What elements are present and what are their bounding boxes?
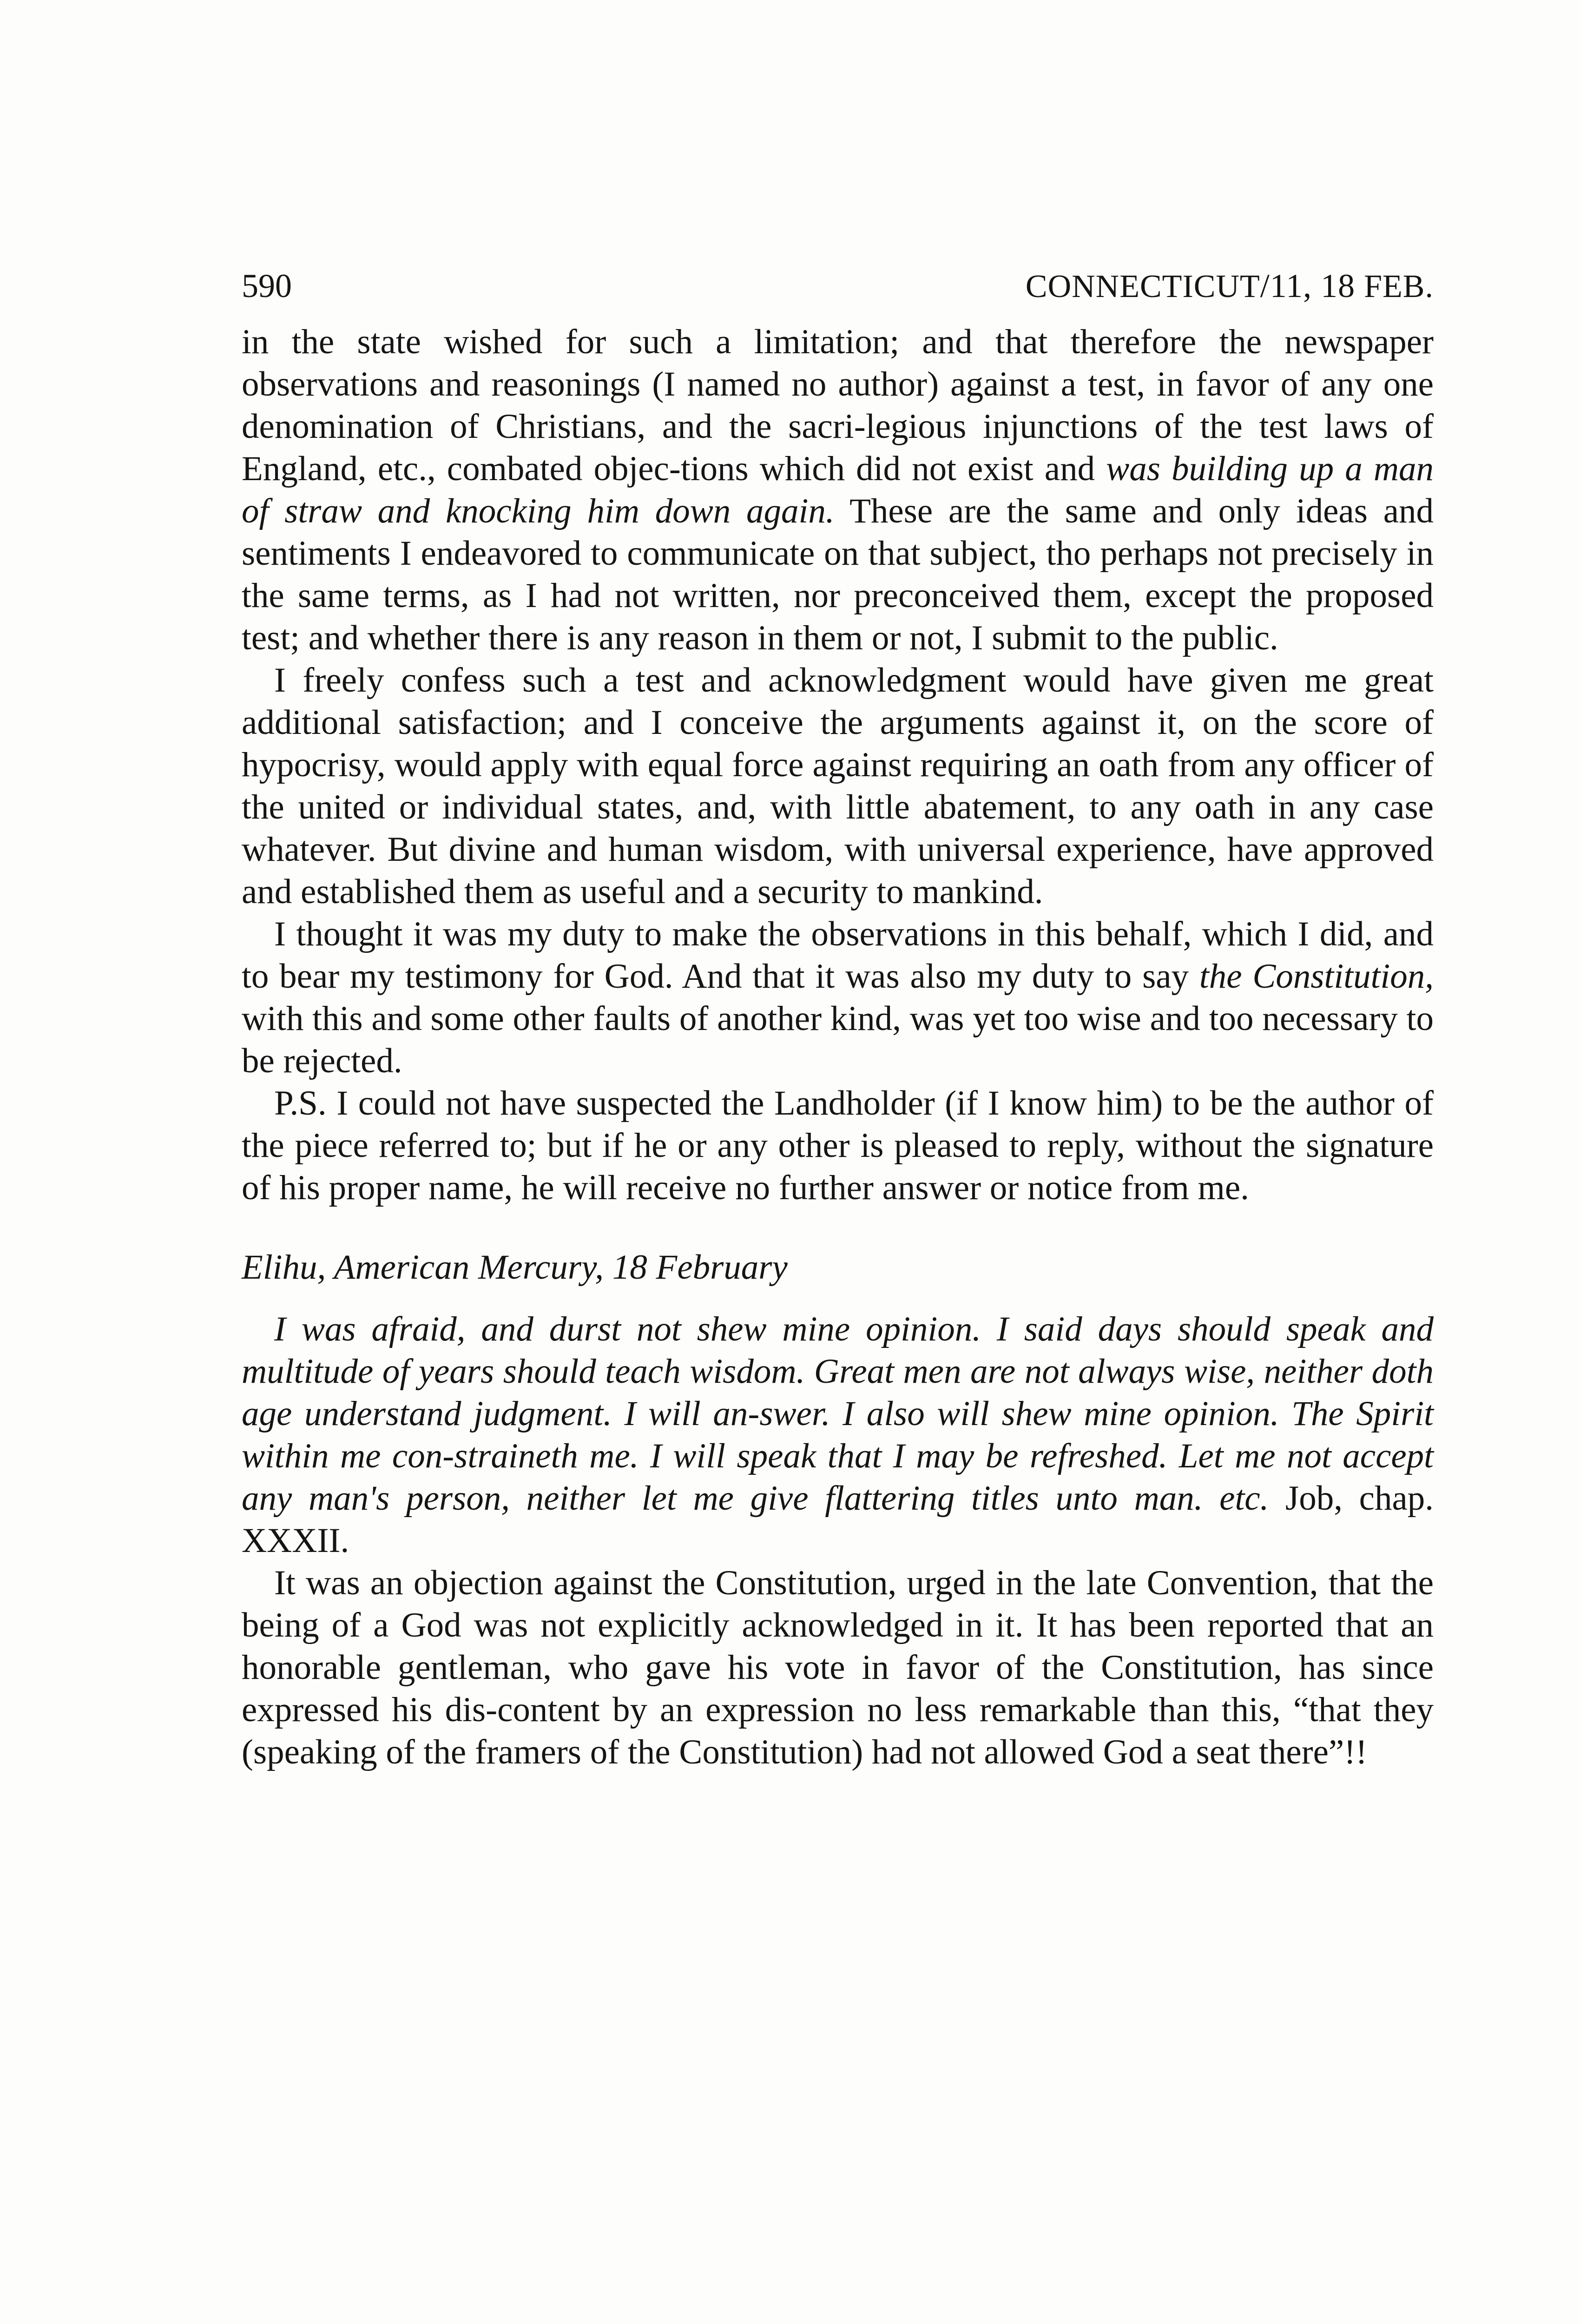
- paragraph: I freely confess such a test and acknowledgment would have given me great additional satisfaction; and I conceive the arguments against it, on the score of hypocrisy, would apply with equal force against requiring an oath from any officer of the united or individual states, and, with little abatement, to any oath in any case whatever. But divine and human wisdom, with universal experience, have approved and established them as useful and a security to mankind.: [242, 661, 1434, 911]
- paragraph-continued: [242, 321, 1434, 659]
- italic-phrase: was building up a man of straw and knocking him down again.: [242, 449, 1434, 530]
- paragraph: It was an objection against the Constitution, urged in the late Convention, that the being of a God was not explicitly acknowledged in it. It has been reported that an honorable gentleman, who gave his vote in favor of the Constitution, has since expressed his dis-content by an expression no less remarkable than this, “that they (speaking of the framers of the Constitution) had not allowed God a seat there”!!: [242, 1564, 1434, 1771]
- section-heading: Elihu, American Mercury, 18 February: [242, 1248, 788, 1287]
- epigraph-source: Job, chap. XXXII.: [242, 1479, 1434, 1560]
- postscript-paragraph: P.S. I could not have suspected the Landholder (if I know him) to be the author of the piece referred to; but if he or any other is pleased to reply, without the signature of his proper name, he will receive no further answer or notice from me.: [242, 1084, 1434, 1207]
- page-number: 590: [242, 267, 292, 304]
- running-head-title: [1026, 260, 1434, 312]
- epigraph: [242, 1308, 1434, 1562]
- document-page: [242, 260, 1434, 2305]
- paragraph-text: with this and some other faults of another kind, was yet too wise and too necessary to be rejected.: [242, 999, 1434, 1080]
- paragraph-text: I thought it was my duty to make the observations in this behalf, which I did, and to bear my testimony for God. And that it was also my duty to say: [242, 915, 1434, 996]
- body-text: [242, 321, 1434, 1773]
- running-head-state: CONNECTICUT: [1025, 269, 1260, 304]
- epigraph-quote: I was afraid, and durst not shew mine opinion. I said days should speak and multitude of years should teach wisdom. Great men are not always wise, neither doth age understand judgment. I will an-swer. I also will shew mine opinion. The Spirit within me con-straineth me. I will speak that I may be refreshed. Let me not accept any man's person, neither let me give flattering titles unto man. etc.: [242, 1310, 1434, 1518]
- paragraph-text: in the state wished for such a limitation; and that therefore the newspaper observations and reasonings (I named no author) against a test, in favor of any one denomination of Christians, and the sacri-legious injunctions of the test laws of England, etc., combated objec-tions which did not exist and: [242, 323, 1434, 488]
- running-head-month: FEB.: [1364, 269, 1434, 304]
- italic-phrase: the Constitution,: [1199, 957, 1434, 996]
- running-head-doc-ref: /11, 18: [1260, 267, 1364, 304]
- paragraph-text: These are the same and only ideas and sentiments I endeavored to communicate on that subject, tho perhaps not precisely in the same terms, as I had not written, nor preconceived them, except the proposed test; and whether there is any reason in them or not, I submit to the public.: [242, 492, 1434, 657]
- paragraph: [242, 913, 1434, 1082]
- running-head: [242, 260, 1434, 311]
